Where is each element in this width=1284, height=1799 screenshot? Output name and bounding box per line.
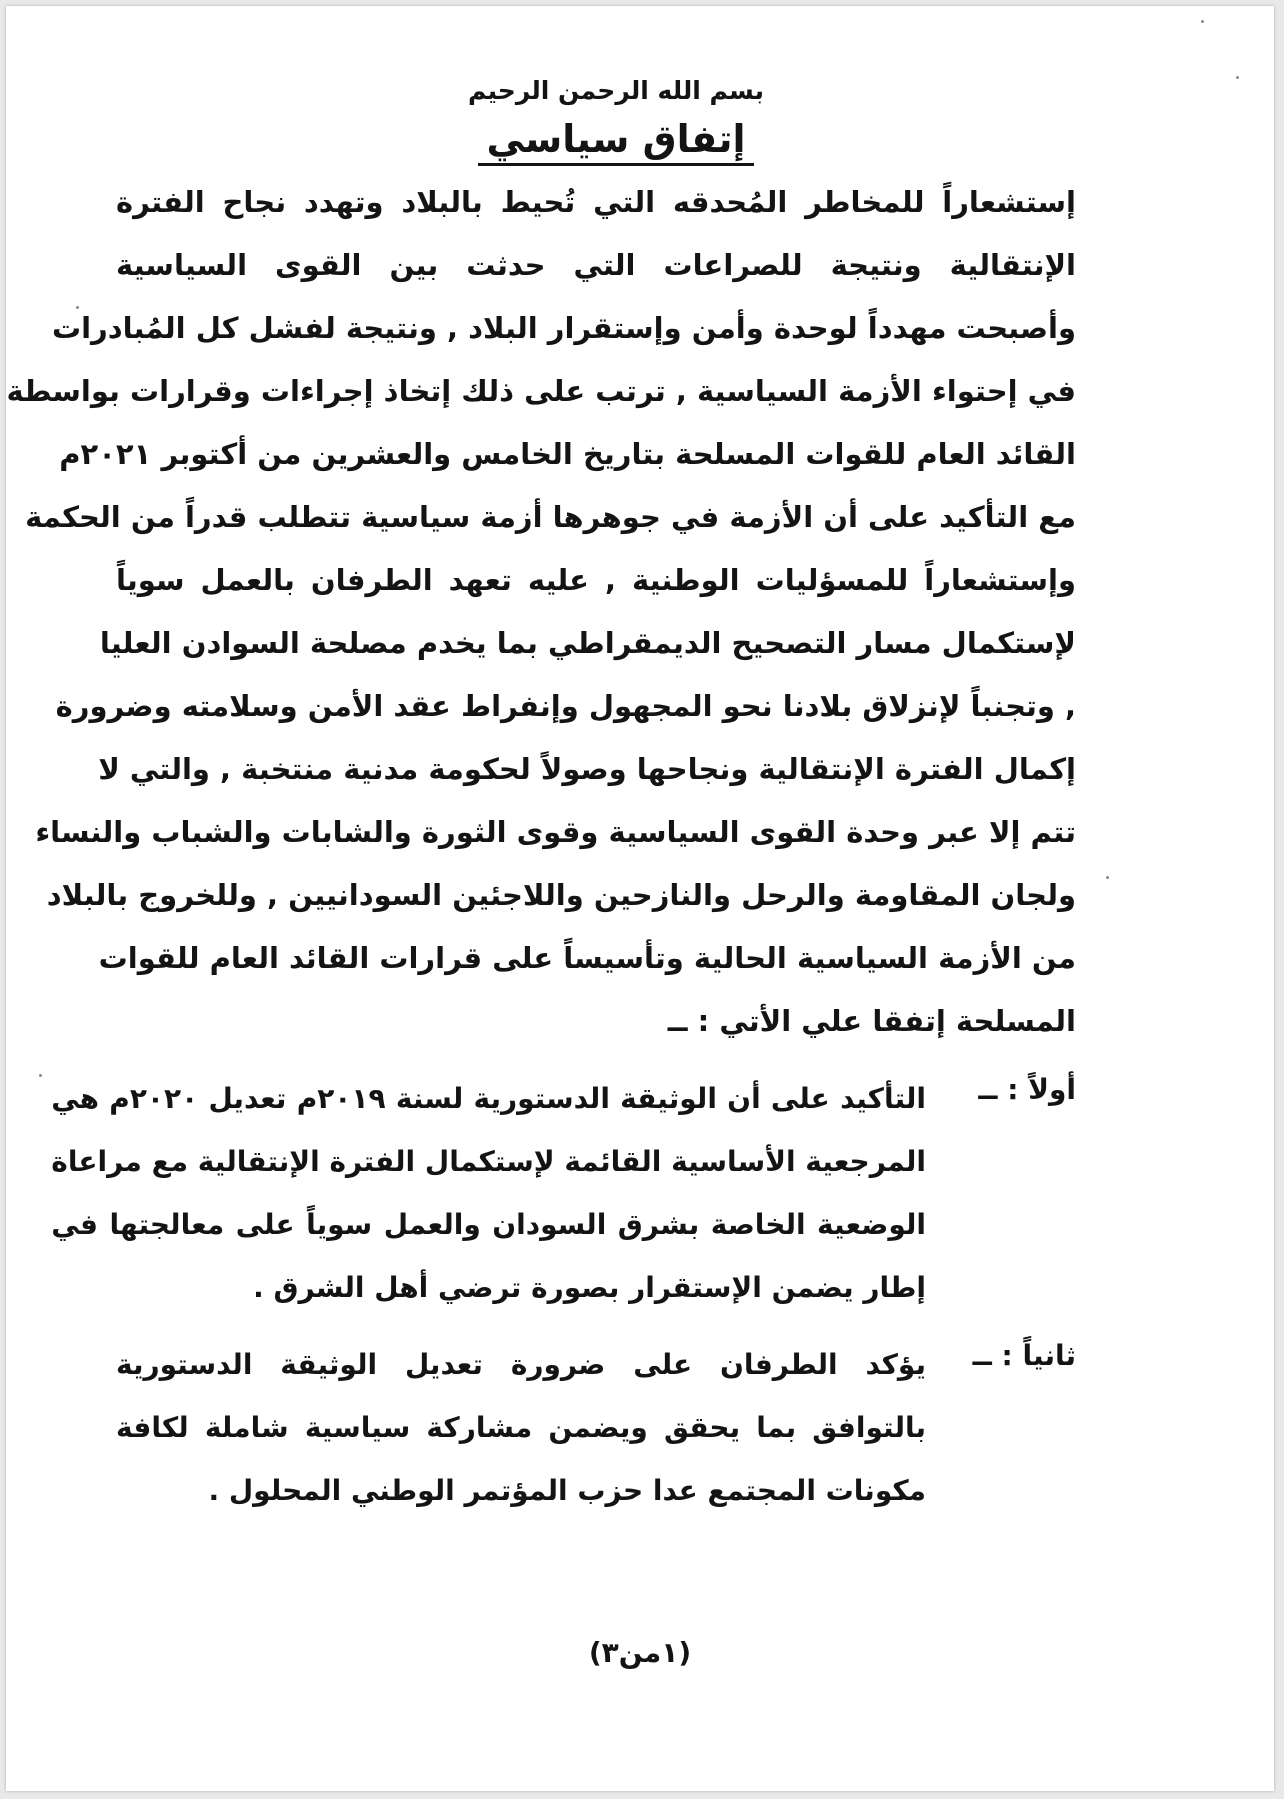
document-title <box>116 117 1116 161</box>
clause-first <box>51 1067 1076 1319</box>
clause-label: أولاً : ــ <box>978 1073 1076 1106</box>
preamble-line: لإستكمال مسار التصحيح الديمقراطي بما يخدم مصلحة السوادن العليا <box>99 626 1076 660</box>
preamble-line: ولجان المقاومة والرحل والنازحين واللاجئين السودانيين , وللخروج بالبلاد <box>46 878 1076 912</box>
clause-line: مكونات المجتمع عدا حزب المؤتمر الوطني المحلول . <box>208 1474 926 1507</box>
clause-label: ثانياً : ــ <box>972 1339 1076 1372</box>
clause-text <box>51 1067 926 1319</box>
clause-second <box>116 1333 1076 1522</box>
clause-text <box>116 1333 926 1522</box>
preamble-line: , وتجنباً لإنزلاق بلادنا نحو المجهول وإنفراط عقد الأمن وسلامته وضرورة <box>55 689 1076 723</box>
clause-line: التأكيد على أن الوثيقة الدستورية لسنة ٢٠١٩م تعديل ٢٠٢٠م هي <box>51 1082 927 1115</box>
document-title-text: إتفاق سياسي <box>478 117 753 166</box>
clause-line: يؤكد الطرفان على ضرورة تعديل الوثيقة الدستورية <box>116 1348 926 1381</box>
preamble-paragraph <box>6 171 1076 1053</box>
preamble-line: في إحتواء الأزمة السياسية , ترتب على ذلك إتخاذ إجراءات وقرارات بواسطة <box>6 374 1076 408</box>
preamble-line: إكمال الفترة الإنتقالية ونجاحها وصولاً لحكومة مدنية منتخبة , والتي لا <box>98 752 1076 786</box>
preamble-line: مع التأكيد على أن الأزمة في جوهرها أزمة سياسية تتطلب قدراً من الحكمة <box>25 500 1076 534</box>
preamble-line: الإنتقالية ونتيجة للصراعات التي حدثت بين القوى السياسية <box>116 248 1076 282</box>
scan-speck <box>1236 76 1239 79</box>
preamble-line: وأصبحت مهدداً لوحدة وأمن وإستقرار البلاد , ونتيجة لفشل كل المُبادرات <box>51 311 1076 345</box>
preamble-line: من الأزمة السياسية الحالية وتأسيساً على قرارات القائد العام للقوات <box>98 941 1076 975</box>
preamble-line: تتم إلا عبر وحدة القوى السياسية وقوى الثورة والشابات والشباب والنساء <box>35 815 1076 849</box>
basmala: بسم الله الرحمن الرحيم <box>468 76 764 105</box>
document-page <box>6 6 1274 1791</box>
preamble-line: وإستشعاراً للمسؤليات الوطنية , عليه تعهد الطرفان بالعمل سوياً <box>116 563 1076 597</box>
clause-line: بالتوافق بما يحقق ويضمن مشاركة سياسية شاملة لكافة <box>116 1411 926 1444</box>
clause-line: الوضعية الخاصة بشرق السودان والعمل سوياً على معالجتها في <box>51 1208 926 1241</box>
clause-line: المرجعية الأساسية القائمة لإستكمال الفترة الإنتقالية مع مراعاة <box>51 1145 926 1178</box>
clause-line: إطار يضمن الإستقرار بصورة ترضي أهل الشرق . <box>253 1271 926 1304</box>
scan-speck <box>1201 20 1204 23</box>
preamble-line: إستشعاراً للمخاطر المُحدقه التي تُحيط بالبلاد وتهدد نجاح الفترة <box>116 185 1076 219</box>
page-number: (١من٣) <box>588 1636 692 1669</box>
document-body <box>6 66 1116 1522</box>
preamble-line: القائد العام للقوات المسلحة بتاريخ الخامس والعشرين من أكتوبر ٢٠٢١م <box>59 437 1076 471</box>
preamble-line: المسلحة إتفقا علي الأتي : ــ <box>667 1004 1076 1038</box>
scan-speck <box>39 1074 42 1077</box>
